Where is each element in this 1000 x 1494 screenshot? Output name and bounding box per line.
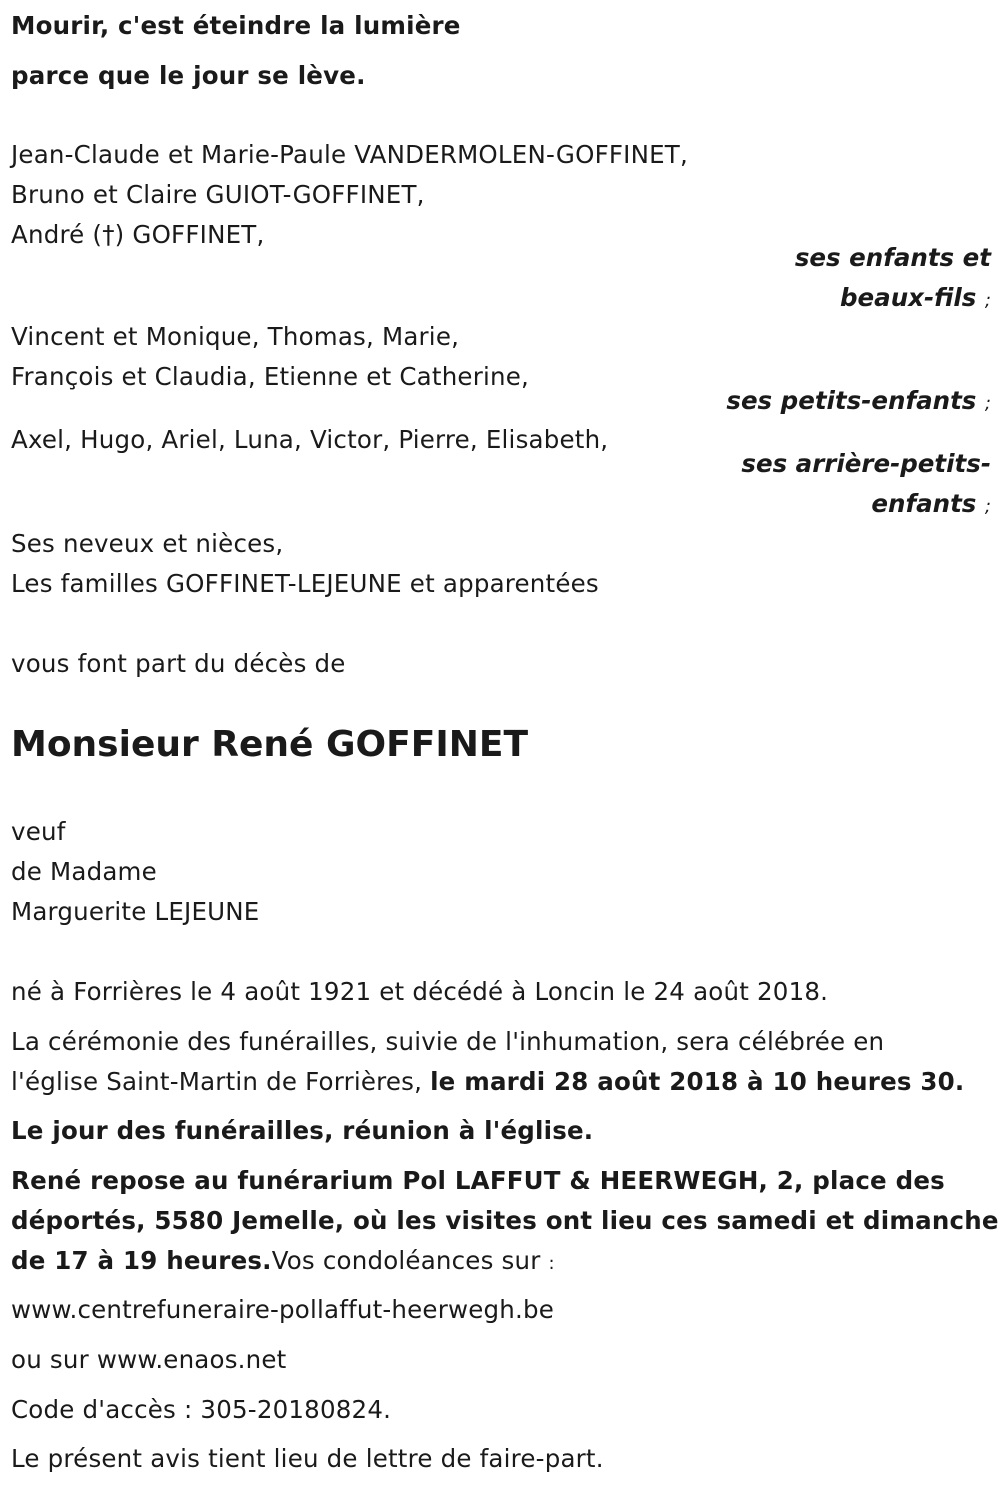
obituary-notice: [11, 0, 999, 1494]
spouse-line-1: veuf: [11, 817, 66, 846]
children-role-line-2: [840, 282, 991, 317]
children-name-1: Jean-Claude et Marie-Paule VANDERMOLEN-GOFFINET,: [11, 140, 688, 169]
announcement: vous font part du décès de: [11, 649, 346, 678]
closing-note: Le présent avis tient lieu de lettre de faire-part.: [11, 1444, 604, 1473]
grandchildren-role-separator: ;: [984, 393, 991, 414]
ceremony-place: l'église Saint-Martin de Forrières,: [11, 1067, 431, 1096]
ceremony-line-2: [11, 1066, 964, 1098]
condolences-intro: Vos condoléances sur: [271, 1246, 541, 1275]
nephews-nieces: Ses neveux et nièces,: [11, 529, 284, 558]
children-name-3: André (†) GOFFINET,: [11, 220, 265, 249]
ceremony-line-1: La cérémonie des funérailles, suivie de l'inhumation, sera célébrée en: [11, 1027, 885, 1056]
website-link-2[interactable]: ou sur www.enaos.net: [11, 1345, 287, 1374]
children-role-separator: ;: [984, 290, 991, 311]
children-role-text: beaux-fils: [840, 283, 977, 312]
children-name-2: Bruno et Claire GUIOT-GOFFINET,: [11, 180, 425, 209]
deceased-name: Monsieur René GOFFINET: [11, 724, 529, 765]
grandchildren-role: [726, 385, 991, 420]
grandchildren-name-2: François et Claudia, Etienne et Catherine,: [11, 362, 529, 391]
rest-line-1: René repose au funérarium Pol LAFFUT & HEERWEGH, 2, place des: [11, 1166, 945, 1195]
birth-death: né à Forrières le 4 août 1921 et décédé à Loncin le 24 août 2018.: [11, 977, 829, 1006]
epigraph-line-2: parce que le jour se lève.: [11, 61, 366, 90]
children-role-line-1: ses enfants et: [794, 243, 991, 272]
spouse-line-2: de Madame: [11, 857, 157, 886]
great-grandchildren-role-text: enfants: [871, 489, 977, 518]
condolences-colon: :: [548, 1253, 555, 1274]
families: Les familles GOFFINET-LEJEUNE et apparentées: [11, 569, 599, 598]
meeting-info: Le jour des funérailles, réunion à l'église.: [11, 1116, 594, 1145]
visiting-hours: de 17 à 19 heures.: [11, 1246, 272, 1275]
great-grandchildren-role-line-2: [871, 488, 991, 523]
great-grandchildren-role-line-1: ses arrière-petits-: [741, 449, 991, 478]
grandchildren-role-text: ses petits-enfants: [726, 386, 977, 415]
great-grandchildren-names: Axel, Hugo, Ariel, Luna, Victor, Pierre, Elisabeth,: [11, 425, 609, 454]
website-link-1[interactable]: www.centrefuneraire-pollaffut-heerwegh.be: [11, 1295, 554, 1324]
epigraph-line-1: Mourir, c'est éteindre la lumière: [11, 11, 461, 40]
access-code: Code d'accès : 305-20180824.: [11, 1395, 392, 1424]
great-grandchildren-role-separator: ;: [984, 496, 991, 517]
spouse-line-3: Marguerite LEJEUNE: [11, 897, 260, 926]
grandchildren-name-1: Vincent et Monique, Thomas, Marie,: [11, 322, 460, 351]
rest-line-2: déportés, 5580 Jemelle, où les visites ont lieu ces samedi et dimanche: [11, 1206, 999, 1235]
ceremony-date: le mardi 28 août 2018 à 10 heures 30.: [430, 1067, 965, 1096]
rest-line-3: [11, 1245, 555, 1280]
